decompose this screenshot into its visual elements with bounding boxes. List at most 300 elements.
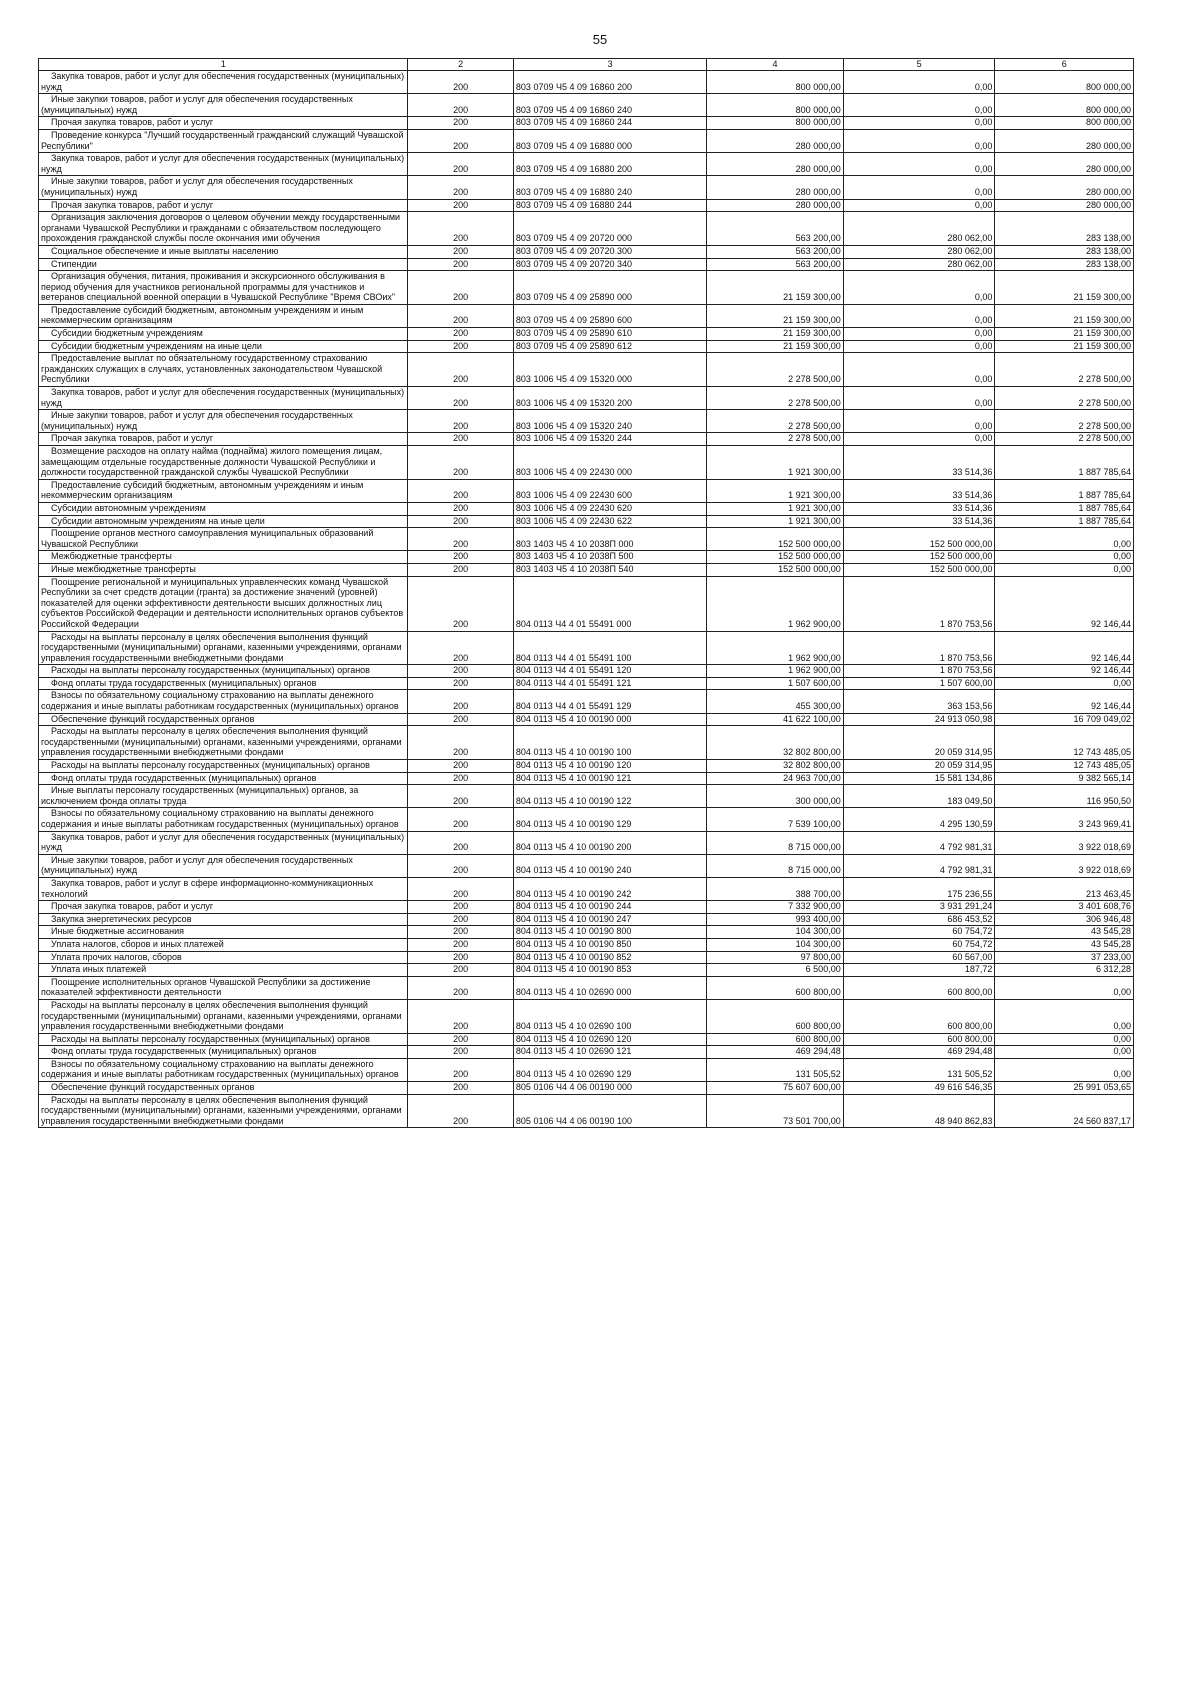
table-row [39, 1033, 1134, 1046]
approved-amount: 152 500 000,00 [707, 563, 843, 576]
expense-name: Закупка товаров, работ и услуг для обеспечения государственных (муниципальных) нужд [39, 831, 408, 854]
executed-amount: 48 940 862,83 [843, 1094, 995, 1128]
line-code: 200 [408, 854, 514, 877]
executed-amount: 280 062,00 [843, 258, 995, 271]
unexecuted-amount: 0,00 [995, 1058, 1134, 1081]
approved-amount: 104 300,00 [707, 926, 843, 939]
line-code: 200 [408, 964, 514, 977]
unexecuted-amount: 9 382 565,14 [995, 772, 1134, 785]
line-code: 200 [408, 665, 514, 678]
classification-code: 803 0709 Ч5 4 09 20720 340 [513, 258, 706, 271]
table-row [39, 353, 1134, 387]
table-row [39, 340, 1134, 353]
executed-amount: 0,00 [843, 353, 995, 387]
table-row [39, 271, 1134, 305]
classification-code: 803 0709 Ч5 4 09 20720 000 [513, 212, 706, 246]
executed-amount: 15 581 134,86 [843, 772, 995, 785]
expense-name: Возмещение расходов на оплату найма (поднайма) жилого помещения лицам, замещающим отдельные государственные должности Чувашской Республики и должности государственной гражданской службы Чувашской Республики [39, 446, 408, 480]
unexecuted-amount: 280 000,00 [995, 176, 1134, 199]
expense-name: Уплата прочих налогов, сборов [39, 951, 408, 964]
unexecuted-amount: 6 312,28 [995, 964, 1134, 977]
expense-name: Социальное обеспечение и иные выплаты населению [39, 245, 408, 258]
unexecuted-amount: 92 146,44 [995, 690, 1134, 713]
column-header: 2 [408, 59, 514, 71]
unexecuted-amount: 306 946,48 [995, 913, 1134, 926]
executed-amount: 600 800,00 [843, 1033, 995, 1046]
table-row [39, 1094, 1134, 1128]
approved-amount: 2 278 500,00 [707, 410, 843, 433]
classification-code: 804 0113 Ч5 4 10 00190 121 [513, 772, 706, 785]
expense-name: Прочая закупка товаров, работ и услуг [39, 117, 408, 130]
classification-code: 805 0106 Ч4 4 06 00190 100 [513, 1094, 706, 1128]
executed-amount: 183 049,50 [843, 785, 995, 808]
classification-code: 804 0113 Ч5 4 10 00190 853 [513, 964, 706, 977]
executed-amount: 1 507 600,00 [843, 677, 995, 690]
table-row [39, 938, 1134, 951]
classification-code: 804 0113 Ч5 4 10 02690 000 [513, 976, 706, 999]
table-row [39, 502, 1134, 515]
approved-amount: 7 539 100,00 [707, 808, 843, 831]
unexecuted-amount: 0,00 [995, 976, 1134, 999]
unexecuted-amount: 0,00 [995, 1046, 1134, 1059]
executed-amount: 600 800,00 [843, 999, 995, 1033]
classification-code: 804 0113 Ч4 4 01 55491 000 [513, 576, 706, 631]
expense-name: Проведение конкурса "Лучший государственный гражданский служащий Чувашской Республики" [39, 129, 408, 152]
line-code: 200 [408, 551, 514, 564]
unexecuted-amount: 37 233,00 [995, 951, 1134, 964]
table-row [39, 245, 1134, 258]
classification-code: 803 0709 Ч5 4 09 16880 240 [513, 176, 706, 199]
line-code: 200 [408, 760, 514, 773]
unexecuted-amount: 12 743 485,05 [995, 726, 1134, 760]
executed-amount: 0,00 [843, 94, 995, 117]
unexecuted-amount: 280 000,00 [995, 129, 1134, 152]
unexecuted-amount: 25 991 053,65 [995, 1082, 1134, 1095]
line-code: 200 [408, 199, 514, 212]
unexecuted-amount: 16 709 049,02 [995, 713, 1134, 726]
line-code: 200 [408, 808, 514, 831]
table-row [39, 304, 1134, 327]
unexecuted-amount: 3 922 018,69 [995, 854, 1134, 877]
table-row [39, 713, 1134, 726]
expense-name: Обеспечение функций государственных органов [39, 713, 408, 726]
line-code: 200 [408, 212, 514, 246]
unexecuted-amount: 213 463,45 [995, 877, 1134, 900]
unexecuted-amount: 3 243 969,41 [995, 808, 1134, 831]
classification-code: 805 0106 Ч4 4 06 00190 000 [513, 1082, 706, 1095]
column-header: 4 [707, 59, 843, 71]
line-code: 200 [408, 153, 514, 176]
expense-name: Закупка товаров, работ и услуг для обеспечения государственных (муниципальных) нужд [39, 387, 408, 410]
unexecuted-amount: 0,00 [995, 999, 1134, 1033]
classification-code: 803 0709 Ч5 4 09 16860 240 [513, 94, 706, 117]
executed-amount: 469 294,48 [843, 1046, 995, 1059]
table-row [39, 479, 1134, 502]
executed-amount: 33 514,36 [843, 479, 995, 502]
line-code: 200 [408, 677, 514, 690]
table-row [39, 328, 1134, 341]
approved-amount: 563 200,00 [707, 245, 843, 258]
classification-code: 803 0709 Ч5 4 09 25890 610 [513, 328, 706, 341]
classification-code: 804 0113 Ч5 4 10 00190 240 [513, 854, 706, 877]
executed-amount: 0,00 [843, 410, 995, 433]
expense-name: Организация обучения, питания, проживания и экскурсионного обслуживания в период обучения для участников региональной программы для участников и ветеранов специальной военной операции в Чувашской Республике "Время СВОих" [39, 271, 408, 305]
approved-amount: 600 800,00 [707, 999, 843, 1033]
approved-amount: 1 507 600,00 [707, 677, 843, 690]
classification-code: 804 0113 Ч5 4 10 00190 247 [513, 913, 706, 926]
expense-name: Фонд оплаты труда государственных (муниципальных) органов [39, 1046, 408, 1059]
table-row [39, 94, 1134, 117]
approved-amount: 8 715 000,00 [707, 854, 843, 877]
table-row [39, 129, 1134, 152]
classification-code: 804 0113 Ч5 4 10 00190 200 [513, 831, 706, 854]
approved-amount: 280 000,00 [707, 129, 843, 152]
line-code: 200 [408, 1058, 514, 1081]
classification-code: 803 0709 Ч5 4 09 16860 200 [513, 71, 706, 94]
approved-amount: 455 300,00 [707, 690, 843, 713]
line-code: 200 [408, 713, 514, 726]
unexecuted-amount: 3 401 608,76 [995, 901, 1134, 914]
expense-name: Субсидии автономным учреждениям [39, 502, 408, 515]
unexecuted-amount: 1 887 785,64 [995, 479, 1134, 502]
classification-code: 803 1006 Ч5 4 09 15320 000 [513, 353, 706, 387]
approved-amount: 800 000,00 [707, 117, 843, 130]
budget-table [38, 58, 1134, 1128]
executed-amount: 60 567,00 [843, 951, 995, 964]
expense-name: Иные закупки товаров, работ и услуг для обеспечения государственных (муниципальных) нужд [39, 854, 408, 877]
column-header: 1 [39, 59, 408, 71]
approved-amount: 1 962 900,00 [707, 665, 843, 678]
table-row [39, 176, 1134, 199]
approved-amount: 1 921 300,00 [707, 446, 843, 480]
expense-name: Фонд оплаты труда государственных (муниципальных) органов [39, 772, 408, 785]
classification-code: 804 0113 Ч5 4 10 00190 000 [513, 713, 706, 726]
unexecuted-amount: 92 146,44 [995, 665, 1134, 678]
classification-code: 804 0113 Ч5 4 10 02690 129 [513, 1058, 706, 1081]
table-row [39, 410, 1134, 433]
classification-code: 804 0113 Ч4 4 01 55491 120 [513, 665, 706, 678]
approved-amount: 993 400,00 [707, 913, 843, 926]
unexecuted-amount: 3 922 018,69 [995, 831, 1134, 854]
expense-name: Прочая закупка товаров, работ и услуг [39, 433, 408, 446]
unexecuted-amount: 283 138,00 [995, 258, 1134, 271]
line-code: 200 [408, 528, 514, 551]
table-row [39, 1046, 1134, 1059]
table-row [39, 901, 1134, 914]
line-code: 200 [408, 999, 514, 1033]
approved-amount: 600 800,00 [707, 976, 843, 999]
approved-amount: 563 200,00 [707, 212, 843, 246]
approved-amount: 131 505,52 [707, 1058, 843, 1081]
line-code: 200 [408, 176, 514, 199]
expense-name: Субсидии бюджетным учреждениям на иные цели [39, 340, 408, 353]
approved-amount: 24 963 700,00 [707, 772, 843, 785]
table-row [39, 117, 1134, 130]
line-code: 200 [408, 410, 514, 433]
line-code: 200 [408, 340, 514, 353]
unexecuted-amount: 0,00 [995, 677, 1134, 690]
classification-code: 804 0113 Ч5 4 10 02690 121 [513, 1046, 706, 1059]
line-code: 200 [408, 94, 514, 117]
unexecuted-amount: 12 743 485,05 [995, 760, 1134, 773]
classification-code: 803 1403 Ч5 4 10 2038П 540 [513, 563, 706, 576]
table-row [39, 951, 1134, 964]
line-code: 200 [408, 1082, 514, 1095]
table-row [39, 964, 1134, 977]
executed-amount: 0,00 [843, 199, 995, 212]
line-code: 200 [408, 502, 514, 515]
table-row [39, 690, 1134, 713]
classification-code: 804 0113 Ч4 4 01 55491 129 [513, 690, 706, 713]
table-row [39, 71, 1134, 94]
unexecuted-amount: 283 138,00 [995, 212, 1134, 246]
expense-name: Уплата налогов, сборов и иных платежей [39, 938, 408, 951]
line-code: 200 [408, 433, 514, 446]
classification-code: 804 0113 Ч5 4 10 00190 122 [513, 785, 706, 808]
column-header: 3 [513, 59, 706, 71]
expense-name: Поощрение органов местного самоуправления муниципальных образований Чувашской Республики [39, 528, 408, 551]
line-code: 200 [408, 258, 514, 271]
table-row [39, 831, 1134, 854]
approved-amount: 280 000,00 [707, 153, 843, 176]
executed-amount: 0,00 [843, 271, 995, 305]
approved-amount: 800 000,00 [707, 94, 843, 117]
classification-code: 804 0113 Ч4 4 01 55491 121 [513, 677, 706, 690]
line-code: 200 [408, 726, 514, 760]
executed-amount: 0,00 [843, 176, 995, 199]
unexecuted-amount: 21 159 300,00 [995, 340, 1134, 353]
table-row [39, 1082, 1134, 1095]
classification-code: 804 0113 Ч5 4 10 00190 120 [513, 760, 706, 773]
classification-code: 803 0709 Ч5 4 09 25890 600 [513, 304, 706, 327]
executed-amount: 363 153,56 [843, 690, 995, 713]
table-row [39, 665, 1134, 678]
executed-amount: 20 059 314,95 [843, 760, 995, 773]
unexecuted-amount: 280 000,00 [995, 153, 1134, 176]
approved-amount: 1 921 300,00 [707, 479, 843, 502]
approved-amount: 21 159 300,00 [707, 340, 843, 353]
executed-amount: 60 754,72 [843, 926, 995, 939]
expense-name: Предоставление субсидий бюджетным, автономным учреждениям и иным некоммерческим организациям [39, 304, 408, 327]
approved-amount: 21 159 300,00 [707, 328, 843, 341]
line-code: 200 [408, 117, 514, 130]
line-code: 200 [408, 1094, 514, 1128]
expense-name: Расходы на выплаты персоналу в целях обеспечения выполнения функций государственными (муниципальными) органами, казенными учреждениями, органами управления государственными внебюджетными фондами [39, 631, 408, 665]
executed-amount: 131 505,52 [843, 1058, 995, 1081]
line-code: 200 [408, 926, 514, 939]
unexecuted-amount: 92 146,44 [995, 576, 1134, 631]
unexecuted-amount: 2 278 500,00 [995, 387, 1134, 410]
line-code: 200 [408, 563, 514, 576]
column-header: 6 [995, 59, 1134, 71]
classification-code: 803 1006 Ч5 4 09 22430 000 [513, 446, 706, 480]
unexecuted-amount: 0,00 [995, 528, 1134, 551]
table-row [39, 913, 1134, 926]
executed-amount: 686 453,52 [843, 913, 995, 926]
classification-code: 803 0709 Ч5 4 09 25890 000 [513, 271, 706, 305]
classification-code: 804 0113 Ч5 4 10 00190 129 [513, 808, 706, 831]
line-code: 200 [408, 446, 514, 480]
approved-amount: 104 300,00 [707, 938, 843, 951]
line-code: 200 [408, 901, 514, 914]
classification-code: 804 0113 Ч5 4 10 00190 244 [513, 901, 706, 914]
unexecuted-amount: 2 278 500,00 [995, 433, 1134, 446]
line-code: 200 [408, 387, 514, 410]
approved-amount: 1 921 300,00 [707, 502, 843, 515]
table-row [39, 563, 1134, 576]
classification-code: 804 0113 Ч5 4 10 02690 100 [513, 999, 706, 1033]
approved-amount: 21 159 300,00 [707, 271, 843, 305]
executed-amount: 1 870 753,56 [843, 665, 995, 678]
table-row [39, 808, 1134, 831]
table-row [39, 528, 1134, 551]
expense-name: Иные закупки товаров, работ и услуг для обеспечения государственных (муниципальных) нужд [39, 94, 408, 117]
column-header: 5 [843, 59, 995, 71]
expense-name: Иные закупки товаров, работ и услуг для обеспечения государственных (муниципальных) нужд [39, 176, 408, 199]
classification-code: 804 0113 Ч5 4 10 00190 852 [513, 951, 706, 964]
expense-name: Межбюджетные трансферты [39, 551, 408, 564]
executed-amount: 280 062,00 [843, 245, 995, 258]
approved-amount: 152 500 000,00 [707, 528, 843, 551]
line-code: 200 [408, 328, 514, 341]
unexecuted-amount: 1 887 785,64 [995, 502, 1134, 515]
executed-amount: 0,00 [843, 304, 995, 327]
executed-amount: 0,00 [843, 433, 995, 446]
expense-name: Организация заключения договоров о целевом обучении между государственными органами Чувашской Республики и гражданами с обязательством последующего прохождения гражданской службы после окончания ими обучения [39, 212, 408, 246]
classification-code: 803 0709 Ч5 4 09 20720 300 [513, 245, 706, 258]
classification-code: 804 0113 Ч4 4 01 55491 100 [513, 631, 706, 665]
executed-amount: 3 931 291,24 [843, 901, 995, 914]
expense-name: Закупка энергетических ресурсов [39, 913, 408, 926]
approved-amount: 2 278 500,00 [707, 353, 843, 387]
classification-code: 804 0113 Ч5 4 10 00190 100 [513, 726, 706, 760]
table-row [39, 677, 1134, 690]
classification-code: 803 1006 Ч5 4 09 22430 620 [513, 502, 706, 515]
unexecuted-amount: 2 278 500,00 [995, 353, 1134, 387]
expense-name: Взносы по обязательному социальному страхованию на выплаты денежного содержания и иные выплаты работникам государственных (муниципальных) органов [39, 808, 408, 831]
table-row [39, 785, 1134, 808]
approved-amount: 563 200,00 [707, 258, 843, 271]
approved-amount: 800 000,00 [707, 71, 843, 94]
approved-amount: 73 501 700,00 [707, 1094, 843, 1128]
expense-name: Иные закупки товаров, работ и услуг для обеспечения государственных (муниципальных) нужд [39, 410, 408, 433]
table-row [39, 631, 1134, 665]
line-code: 200 [408, 576, 514, 631]
expense-name: Закупка товаров, работ и услуг в сфере информационно-коммуникационных технологий [39, 877, 408, 900]
expense-name: Стипендии [39, 258, 408, 271]
executed-amount: 4 792 981,31 [843, 854, 995, 877]
classification-code: 804 0113 Ч5 4 10 00190 800 [513, 926, 706, 939]
approved-amount: 1 962 900,00 [707, 631, 843, 665]
table-row [39, 976, 1134, 999]
executed-amount: 4 295 130,59 [843, 808, 995, 831]
table-row [39, 1058, 1134, 1081]
classification-code: 803 0709 Ч5 4 09 25890 612 [513, 340, 706, 353]
expense-name: Уплата иных платежей [39, 964, 408, 977]
executed-amount: 175 236,55 [843, 877, 995, 900]
line-code: 200 [408, 245, 514, 258]
unexecuted-amount: 1 887 785,64 [995, 446, 1134, 480]
approved-amount: 21 159 300,00 [707, 304, 843, 327]
table-row [39, 515, 1134, 528]
expense-name: Взносы по обязательному социальному страхованию на выплаты денежного содержания и иные выплаты работникам государственных (муниципальных) органов [39, 1058, 408, 1081]
approved-amount: 6 500,00 [707, 964, 843, 977]
executed-amount: 152 500 000,00 [843, 528, 995, 551]
table-row [39, 258, 1134, 271]
page-number: 55 [592, 32, 608, 47]
approved-amount: 1 962 900,00 [707, 576, 843, 631]
executed-amount: 600 800,00 [843, 976, 995, 999]
executed-amount: 49 616 546,35 [843, 1082, 995, 1095]
unexecuted-amount: 21 159 300,00 [995, 271, 1134, 305]
classification-code: 803 1006 Ч5 4 09 15320 200 [513, 387, 706, 410]
executed-amount: 152 500 000,00 [843, 551, 995, 564]
executed-amount: 60 754,72 [843, 938, 995, 951]
approved-amount: 280 000,00 [707, 199, 843, 212]
approved-amount: 7 332 900,00 [707, 901, 843, 914]
line-code: 200 [408, 785, 514, 808]
expense-name: Предоставление выплат по обязательному государственному страхованию гражданских служащих в случаях, установленных законодательством Чувашской Республики [39, 353, 408, 387]
approved-amount: 32 802 800,00 [707, 760, 843, 773]
expense-name: Расходы на выплаты персоналу в целях обеспечения выполнения функций государственными (муниципальными) органами, казенными учреждениями, органами управления государственными внебюджетными фондами [39, 1094, 408, 1128]
table-row [39, 854, 1134, 877]
expense-name: Фонд оплаты труда государственных (муниципальных) органов [39, 677, 408, 690]
table-row [39, 576, 1134, 631]
line-code: 200 [408, 938, 514, 951]
approved-amount: 97 800,00 [707, 951, 843, 964]
unexecuted-amount: 0,00 [995, 551, 1134, 564]
line-code: 200 [408, 304, 514, 327]
expense-name: Иные выплаты персоналу государственных (муниципальных) органов, за исключением фонда оплаты труда [39, 785, 408, 808]
unexecuted-amount: 800 000,00 [995, 71, 1134, 94]
line-code: 200 [408, 631, 514, 665]
line-code: 200 [408, 831, 514, 854]
executed-amount: 0,00 [843, 153, 995, 176]
approved-amount: 600 800,00 [707, 1033, 843, 1046]
expense-name: Поощрение региональной и муниципальных управленческих команд Чувашской Республики за счет средств дотации (гранта) за достижение значений (уровней) показателей для оценки эффективности деятельности высших должностных лиц субъектов Российской Федерации и деятельности исполнительных органов субъектов Российской Федерации [39, 576, 408, 631]
expense-name: Иные межбюджетные трансферты [39, 563, 408, 576]
unexecuted-amount: 24 560 837,17 [995, 1094, 1134, 1128]
table-row [39, 726, 1134, 760]
executed-amount: 0,00 [843, 129, 995, 152]
executed-amount: 4 792 981,31 [843, 831, 995, 854]
unexecuted-amount: 92 146,44 [995, 631, 1134, 665]
table-row [39, 446, 1134, 480]
table-row [39, 153, 1134, 176]
expense-name: Закупка товаров, работ и услуг для обеспечения государственных (муниципальных) нужд [39, 153, 408, 176]
line-code: 200 [408, 1033, 514, 1046]
executed-amount: 1 870 753,56 [843, 576, 995, 631]
expense-name: Обеспечение функций государственных органов [39, 1082, 408, 1095]
line-code: 200 [408, 1046, 514, 1059]
expense-name: Расходы на выплаты персоналу в целях обеспечения выполнения функций государственными (муниципальными) органами, казенными учреждениями, органами управления государственными внебюджетными фондами [39, 999, 408, 1033]
unexecuted-amount: 1 887 785,64 [995, 515, 1134, 528]
table-row [39, 387, 1134, 410]
executed-amount: 187,72 [843, 964, 995, 977]
line-code: 200 [408, 515, 514, 528]
approved-amount: 1 921 300,00 [707, 515, 843, 528]
classification-code: 803 1006 Ч5 4 09 22430 600 [513, 479, 706, 502]
unexecuted-amount: 800 000,00 [995, 117, 1134, 130]
line-code: 200 [408, 479, 514, 502]
expense-name: Расходы на выплаты персоналу государственных (муниципальных) органов [39, 760, 408, 773]
unexecuted-amount: 43 545,28 [995, 926, 1134, 939]
table-row [39, 212, 1134, 246]
classification-code: 803 0709 Ч5 4 09 16880 244 [513, 199, 706, 212]
line-code: 200 [408, 951, 514, 964]
approved-amount: 2 278 500,00 [707, 387, 843, 410]
executed-amount: 20 059 314,95 [843, 726, 995, 760]
